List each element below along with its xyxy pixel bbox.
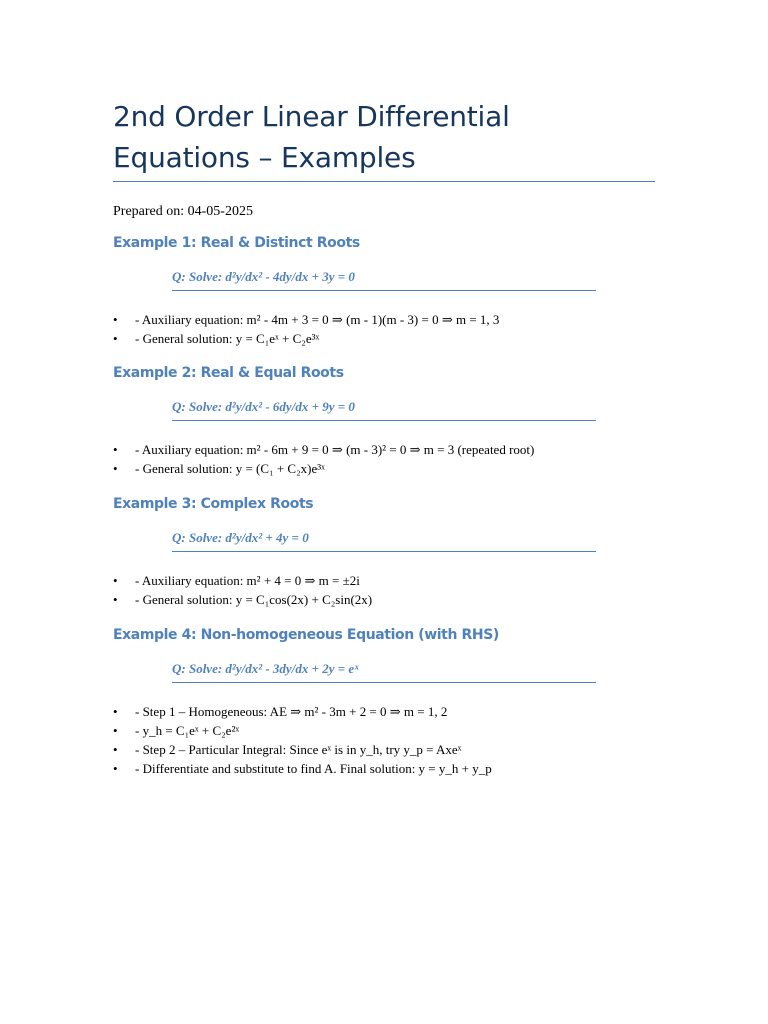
example-heading: Example 4: Non-homogeneous Equation (with RHS)	[113, 627, 499, 643]
bullet-icon: •	[113, 592, 118, 607]
document-title: 2nd Order Linear Differential Equations – Examples	[113, 100, 510, 174]
list-item	[113, 759, 655, 778]
example-section-1	[113, 235, 655, 348]
bullet-icon: •	[113, 461, 118, 476]
list-item	[113, 571, 655, 590]
point-text: - Differentiate and substitute to find A. Final solution: y = y_h + y_p	[135, 761, 492, 776]
bullet-icon: •	[113, 442, 118, 457]
example-heading: Example 2: Real & Equal Roots	[113, 365, 344, 381]
point-text: - Auxiliary equation: m² - 6m + 9 = 0 ⇒ (m - 3)² = 0 ⇒ m = 3 (repeated root)	[135, 442, 535, 457]
example-points	[113, 702, 655, 778]
bullet-icon: •	[113, 573, 118, 588]
list-item	[113, 329, 655, 348]
bullet-icon: •	[113, 742, 118, 757]
list-item	[113, 440, 655, 459]
example-points	[113, 440, 655, 478]
point-text: - Auxiliary equation: m² - 4m + 3 = 0 ⇒ (m - 1)(m - 3) = 0 ⇒ m = 1, 3	[135, 312, 500, 327]
example-points	[113, 310, 655, 348]
bullet-icon: •	[113, 704, 118, 719]
example-question: Q: Solve: d²y/dx² - 6dy/dx + 9y = 0	[172, 399, 596, 421]
example-section-3	[113, 496, 655, 609]
example-heading: Example 3: Complex Roots	[113, 496, 314, 512]
list-item	[113, 310, 655, 329]
bullet-icon: •	[113, 312, 118, 327]
point-text: - General solution: y = C₁cos(2x) + C₂sin(2x)	[135, 592, 373, 607]
point-text: - Step 2 – Particular Integral: Since eˣ is in y_h, try y_p = Axeˣ	[135, 742, 462, 757]
example-heading: Example 1: Real & Distinct Roots	[113, 235, 360, 251]
point-text: - General solution: y = C₁eˣ + C₂e³ˣ	[135, 331, 320, 346]
title-underline	[113, 181, 655, 182]
bullet-icon: •	[113, 331, 118, 346]
example-section-2	[113, 365, 655, 478]
example-question: Q: Solve: d²y/dx² - 4dy/dx + 3y = 0	[172, 269, 596, 291]
point-text: - Step 1 – Homogeneous: AE ⇒ m² - 3m + 2 = 0 ⇒ m = 1, 2	[135, 704, 448, 719]
example-points	[113, 571, 655, 609]
document-page	[113, 0, 655, 776]
point-text: - Auxiliary equation: m² + 4 = 0 ⇒ m = ±2i	[135, 573, 360, 588]
example-section-4	[113, 627, 655, 778]
list-item	[113, 590, 655, 609]
bullet-icon: •	[113, 723, 118, 738]
prepared-date: Prepared on: 04-05-2025	[113, 204, 253, 219]
list-item	[113, 721, 655, 740]
bullet-icon: •	[113, 761, 118, 776]
list-item	[113, 740, 655, 759]
example-question: Q: Solve: d²y/dx² + 4y = 0	[172, 530, 596, 552]
list-item	[113, 459, 655, 478]
point-text: - General solution: y = (C₁ + C₂x)e³ˣ	[135, 461, 325, 476]
example-question: Q: Solve: d²y/dx² - 3dy/dx + 2y = eˣ	[172, 661, 596, 683]
point-text: - y_h = C₁eˣ + C₂e²ˣ	[135, 723, 240, 738]
list-item	[113, 702, 655, 721]
